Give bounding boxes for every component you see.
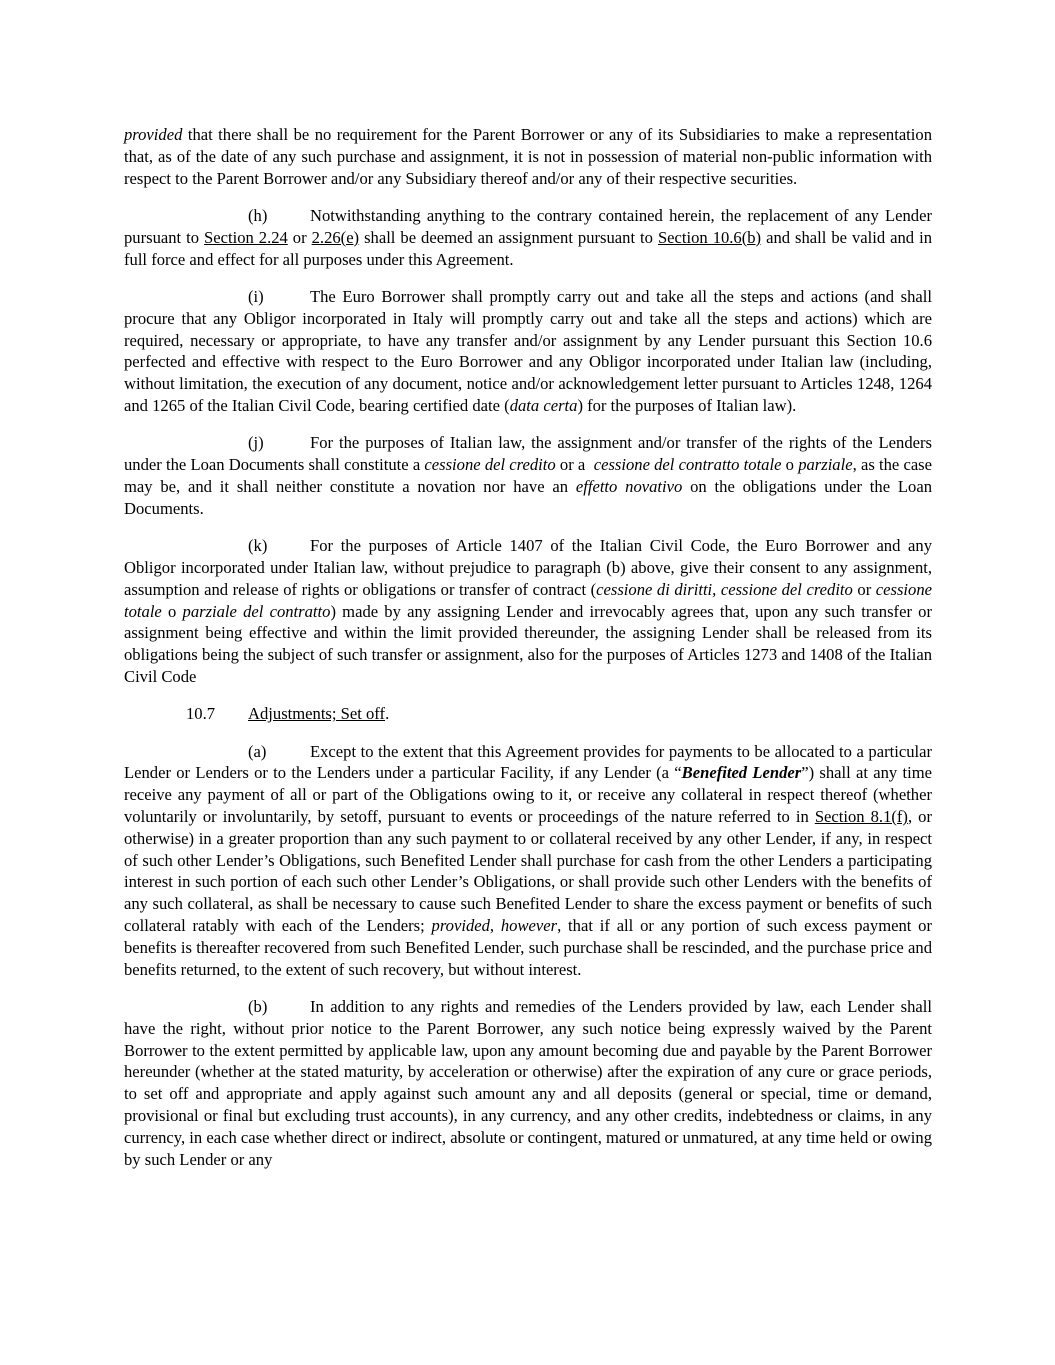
paragraph-text: Notwithstanding anything to the contrary contained herein, the replacement of any Lender pursuant to <box>124 205 932 247</box>
paragraph-text: or <box>287 227 312 247</box>
paragraph-label: (h) <box>248 205 268 225</box>
section-heading-10-7 <box>124 703 932 725</box>
paragraph-text: or <box>852 579 876 599</box>
paragraph-text: ) made by any assigning Lender and irrevocably agrees that, upon any such transfer or assignment being effective and within the limit provided thereunder, the assigning Lender shall be released from its obligations being the subject of such transfer or assignment, also for the purposes of Articles 1273 and 1408 of the Italian Civil Code <box>124 601 932 686</box>
paragraph-label: (j) <box>248 433 264 453</box>
paragraph-k <box>124 535 932 688</box>
paragraph-text: , that if all or any portion of such excess payment or benefits is thereafter recovered from such Benefited Lender, such purchase shall be rescinded, and the purchase price and benefits returned, to the extent of such recovery, but without interest. <box>124 916 933 979</box>
paragraph-text: Except to the extent that this Agreement provides for payments to be allocated to a particular Lender or Lenders or to the Lenders under a particular Facility, if any Lender (a “ <box>124 741 932 783</box>
italic-term: provided <box>431 916 490 936</box>
paragraph-text: For the purposes of Article 1407 of the Italian Civil Code, the Euro Borrower and any Obligor incorporated under Italian law, without prejudice to paragraph (b) above, give their consent to any assignment, assumption and release of rights or obligations or transfer of contract ( <box>124 536 932 599</box>
section-reference: Section 2.24 <box>204 227 288 247</box>
document-page <box>124 124 932 1186</box>
paragraph-text: o <box>781 455 799 475</box>
paragraph-j <box>124 432 932 519</box>
italic-term: effetto novativo <box>575 476 683 496</box>
paragraph-text: , or otherwise) in a greater proportion than any such payment to or collateral received by any other Lender, if any, in respect of such other Lender’s Obligations, such Benefited Lender shall purchase for cash from the other Lenders a participating interest in such portion of each such other Lender’s Obligations, or shall provide such other Lenders with the benefits of any such collateral, as shall be necessary to cause such Benefited Lender to share the excess payment or benefits of such collateral ratably with each of the Lenders; <box>124 807 932 936</box>
italic-term: however <box>500 916 558 936</box>
paragraph-text: , <box>489 916 501 936</box>
italic-term: parziale del contratto <box>182 601 331 621</box>
section-title: Adjustments; Set off <box>248 704 386 724</box>
paragraph-text: shall be deemed an assignment pursuant to <box>359 227 658 247</box>
section-reference: Section 10.6(b) <box>657 227 762 247</box>
paragraph-text: o <box>161 601 183 621</box>
paragraph-label: (b) <box>248 997 268 1017</box>
section-reference: Section 8.1(f) <box>814 807 908 827</box>
defined-term: Benefited Lender <box>681 763 802 783</box>
paragraph-label: (a) <box>248 741 267 761</box>
paragraph-label: (i) <box>248 286 264 306</box>
paragraph-text: In addition to any rights and remedies of the Lenders provided by law, each Lender shall have the right, without prior notice to the Parent Borrower, any such notice being expressly waived by the Parent Borrower to the extent permitted by applicable law, upon any amount becoming due and payable by the Parent Borrower hereunder (whether at the stated maturity, by acceleration or otherwise) after the expiration of any cure or grace periods, to set off and appropriate and apply against such amount any and all deposits (general or special, time or demand, provisional or final but excluding trust accounts), in any currency, and any other credits, indebtedness or claims, in any currency, in each case whether direct or indirect, absolute or contingent, matured or unmatured, at any time held or owing by such Lender or any <box>124 997 932 1169</box>
paragraph-b <box>124 996 932 1170</box>
italic-term: cessione totale <box>124 579 932 621</box>
section-number: 10.7 <box>186 704 216 724</box>
paragraph-text: on the obligations under the Loan Documents. <box>124 476 932 518</box>
italic-term: parziale <box>798 455 853 475</box>
paragraph-text: and shall be valid and in full force and effect for all purposes under this Agreement. <box>124 227 932 269</box>
paragraph-text: , as the case may be, and it shall neither constitute a novation nor have an <box>124 455 933 496</box>
paragraph-i <box>124 286 932 417</box>
paragraph-text: The Euro Borrower shall promptly carry out and take all the steps and actions (and shall procure that any Obligor incorporated in Italy will promptly carry out and take all the steps and actions) which are required, necessary or appropriate, to have any transfer and/or assignment by any Lender pursuant this Section 10.6 perfected and effective with respect to the Euro Borrower and any Obligor incorporated under Italian law (including, without limitation, the execution of any document, notice and/or acknowledgement letter pursuant to Articles 1248, 1264 and 1265 of the Italian Civil Code, bearing certified date ( <box>124 286 932 415</box>
section-reference: 2.26(e) <box>311 227 360 247</box>
italic-term: data certa <box>509 395 578 415</box>
section-title-period: . <box>385 704 390 724</box>
paragraph-text: ) for the purposes of Italian law). <box>577 395 797 415</box>
italic-term: provided <box>124 125 183 144</box>
paragraph-label: (k) <box>248 536 268 556</box>
paragraph-continuation <box>124 124 932 189</box>
italic-term: cessione del contratto totale <box>593 455 782 475</box>
paragraph-a <box>124 741 932 981</box>
paragraph-text: For the purposes of Italian law, the assignment and/or transfer of the rights of the Lenders under the Loan Documents shall constitute a <box>124 433 932 475</box>
italic-term: cessione di diritti, cessione del credito <box>596 579 853 599</box>
italic-term: cessione del credito <box>424 455 556 475</box>
paragraph-text: ”) shall at any time receive any payment of all or part of the Obligations owing to it, or receive any collateral in respect thereof (whether voluntarily or involuntarily, by setoff, pursuant to events or proceedings of the nature referred to in <box>124 763 932 827</box>
paragraph-text: that there shall be no requirement for the Parent Borrower or any of its Subsidiaries to make a representation that, as of the date of any such purchase and assignment, it is not in possession of material non-public information with respect to the Parent Borrower and/or any Subsidiary thereof and/or any of their respective securities. <box>124 125 932 188</box>
paragraph-text: or a <box>555 455 594 475</box>
paragraph-h <box>124 205 932 270</box>
